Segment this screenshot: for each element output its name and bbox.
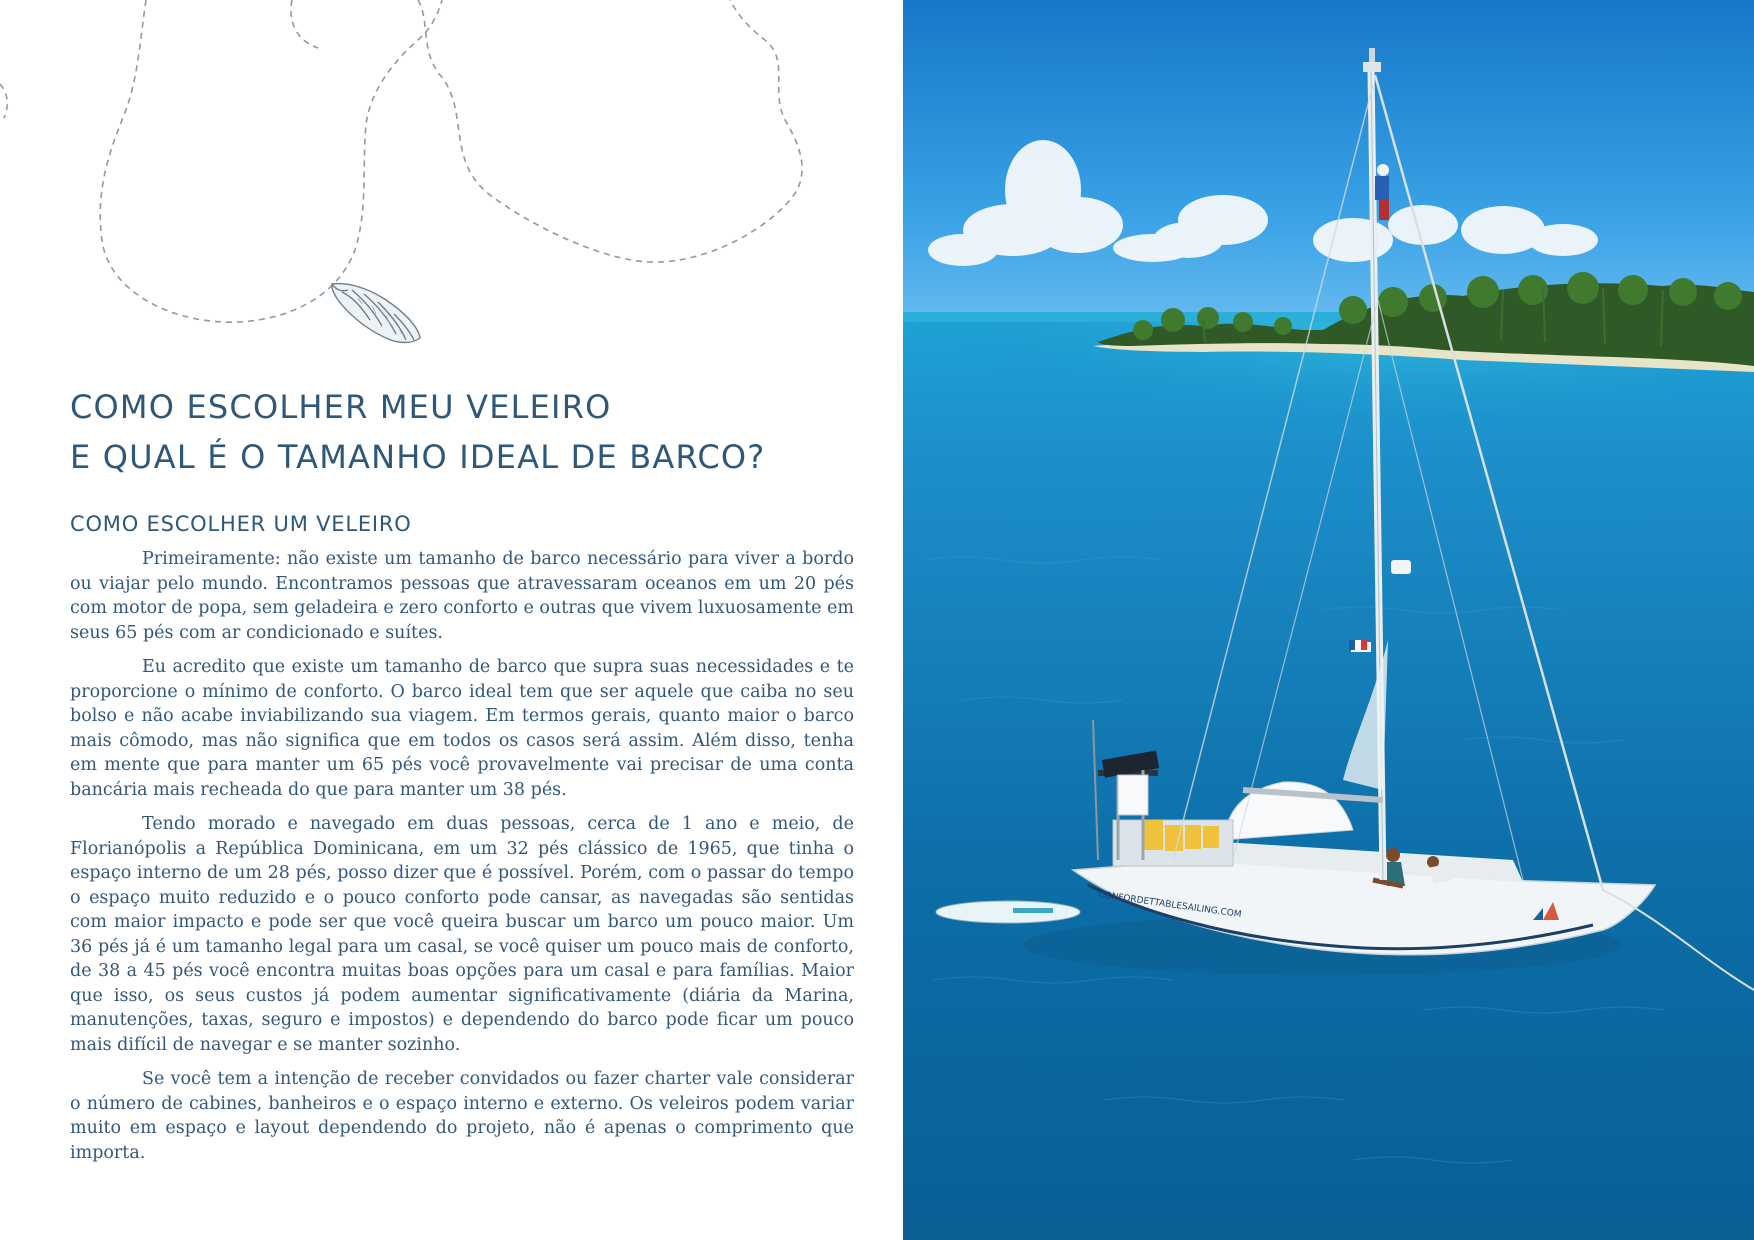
route-line-4 [418,0,802,262]
paragraph-1: Primeiramente: não existe um tamanho de barco necessário para viver a bordo ou viajar pelo mundo. Encontramos pessoas que atravessaram oceanos em um 20 pés com motor de popa, sem geladeira e zero conforto e outras que vivem luxuosamente em seus 65 pés com ar condicionado e suítes. [70,549,854,643]
route-line-2 [100,0,442,322]
body-text [70,547,854,1175]
paragraph-3: Tendo morado e navegado em duas pessoas, cerca de 1 ano e meio, de Florianópolis a República Dominicana, em um 32 pés clássico de 1965, que tinha o espaço interno de um 28 pés, posso dizer que é possível. Porém, com o passar do tempo o espaço muito reduzido e o pouco conforto pode cansar, as navegadas são sentidas com maior impacto e pode ser que você queira buscar um barco um pouco maior. Um 36 pés já é um tamanho legal para um casal, se você quiser um pouco mais de conforto, de 38 a 45 pés você encontra muitas boas opções para um casal e para famílias. Maior que isso, os seus custos já podem aumentar significativamente (diária da Marina, manutenções, taxas, seguro e impostos) e dependendo do barco pode ficar um pouco mais difícil de navegar e se manter sozinho. [70,814,854,1055]
title-line-2: E QUAL É O TAMANHO IDEAL DE BARCO? [70,438,766,476]
page-title [70,382,870,482]
hull-text: CONFORDETTABLESAILING.COM [1097,890,1243,921]
route-line-3 [291,0,318,48]
paragraph-2: Eu acredito que existe um tamanho de barco que supra suas necessidades e te proporcione o mínimo de conforto. O barco ideal tem que ser aquele que caiba no seu bolso e não acabe inviabilizando sua viagem. Em termos gerais, quanto maior o barco mais cômodo, mas não significa que em todos os casos será assim. Além disso, tenha em mente que para manter um 65 pés você provavelmente vai precisar de uma conta bancária mais recheada do que para manter um 38 pés. [70,657,854,800]
dashed-route-map [0,0,903,360]
paragraph-4: Se você tem a intenção de receber convidados ou fazer charter vale considerar o número de cabines, banheiros e o espaço interno e externo. Os veleiros podem variar muito em espaço e layout dependendo do projeto, não é apenas o comprimento que importa. [70,1069,854,1163]
seashell-icon [328,278,424,346]
title-line-1: COMO ESCOLHER MEU VELEIRO [70,388,612,426]
sailboat-photo [903,0,1754,1240]
paddleboard [936,901,1080,923]
route-line-1 [0,84,7,118]
section-title: COMO ESCOLHER UM VELEIRO [70,512,412,536]
sailboat-photo-illustration [903,0,1754,1240]
